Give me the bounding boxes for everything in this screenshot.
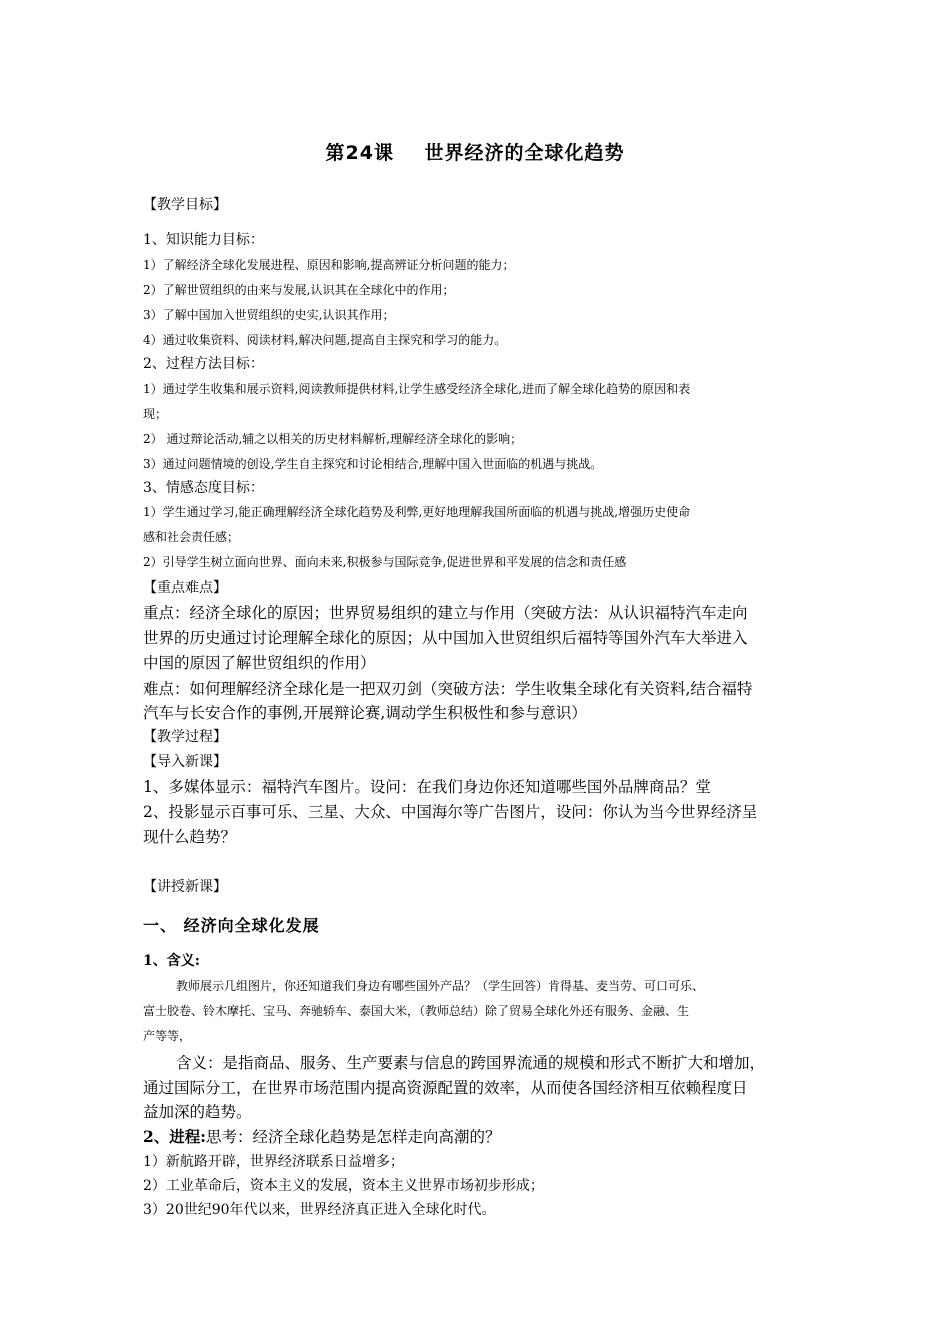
knowledge-item: 3）了解中国加入世贸组织的史实,认识其作用； — [143, 308, 395, 322]
keypoints-line: 汽车与长安合作的事例,开展辩论赛,调动学生积极性和参与意识） — [143, 704, 587, 722]
objectives-heading: 【教学目标】 — [143, 197, 227, 213]
process-item: 现； — [143, 407, 168, 421]
teacher-line: 教师展示几组图片，你还知道我们身边有哪些国外产品？（学生回答）肯得基、麦当劳、可口可乐、 — [176, 979, 705, 993]
keypoints-line: 中国的原因了解世贸组织的作用） — [143, 654, 376, 672]
definition-line: 益加深的趋势。 — [143, 1103, 252, 1121]
keypoints-line: 重点：经济全球化的原因；世界贸易组织的建立与作用（突破方法：从认识福特汽车走向 — [143, 604, 748, 622]
emotion-item: 感和社会责任感； — [143, 530, 240, 544]
knowledge-item: 1）了解经济全球化发展进程、原因和影响,提高辨证分析问题的能力； — [143, 258, 515, 272]
teacher-line: 富士胶卷、铃木摩托、宝马、奔驰轿车、泰国大米，（教师总结）除了贸易全球化外还有服务、金融、生 — [143, 1004, 690, 1018]
knowledge-objective-label: 1、知识能力目标： — [143, 232, 264, 248]
keypoints-heading: 【重点难点】 — [143, 580, 227, 596]
definition-line: 通过国际分工，在世界市场范围内提高资源配置的效率，从而使各国经济相互依赖程度日 — [143, 1079, 748, 1097]
intro-heading: 【导入新课】 — [143, 754, 227, 770]
emotion-objective-label: 3、情感态度目标： — [143, 480, 264, 496]
process-objective-label: 2、过程方法目标： — [143, 356, 264, 372]
intro-line: 1、多媒体显示：福特汽车图片。设问：在我们身边你还知道哪些国外品牌商品？堂 — [143, 778, 711, 796]
knowledge-item: 4）通过收集资料、阅读材料,解决问题,提高自主探究和学习的能力。 — [143, 333, 507, 347]
knowledge-item: 2）了解世贸组织的由来与发展,认识其在全球化中的作用； — [143, 283, 455, 297]
lesson-title: 第24课 世界经济的全球化趋势 — [325, 142, 625, 164]
teach-heading: 【讲授新课】 — [143, 879, 227, 895]
progress-item: 2）工业革命后，资本主义的发展，资本主义世界市场初步形成； — [143, 1178, 544, 1194]
intro-line: 现什么趋势？ — [143, 828, 237, 846]
emotion-item: 2）引导学生树立面向世界、面向未来,积极参与国际竞争,促进世界和平发展的信念和责任感 — [143, 555, 627, 569]
teaching-process-heading: 【教学过程】 — [143, 729, 227, 745]
keypoints-line: 难点：如何理解经济全球化是一把双刃剑（突破方法：学生收集全球化有关资料,结合福特 — [143, 680, 753, 698]
intro-line: 2、投影显示百事可乐、三星、大众、中国海尔等广告图片，设问：你认为当今世界经济呈 — [143, 803, 758, 821]
process-item: 2） 通过辩论活动,辅之以相关的历史材料解析,理解经济全球化的影响； — [143, 432, 523, 446]
progress-line — [143, 1125, 501, 1147]
process-item: 3）通过问题情境的创设,学生自主探究和讨论相结合,理解中国入世面临的机遇与挑战。 — [143, 457, 603, 471]
section-heading: 一、 经济向全球化发展 — [143, 916, 320, 935]
process-item: 1）通过学生收集和展示资料,阅读教师提供材料,让学生感受经济全球化,进而了解全球化趋势的原因和表 — [143, 382, 691, 396]
definition-line: 含义：是指商品、服务、生产要素与信息的跨国界流通的规模和形式不断扩大和增加， — [176, 1054, 766, 1072]
emotion-item: 1）学生通过学习,能正确理解经济全球化趋势及利弊,更好地理解我国所面临的机遇与挑战,增强历史使命 — [143, 505, 691, 519]
keypoints-line: 世界的历史通过讨论理解全球化的原因；从中国加入世贸组织后福特等国外汽车大举进入 — [143, 629, 748, 647]
teacher-line: 产等等， — [143, 1029, 192, 1043]
progress-item: 1）新航路开辟，世界经济联系日益增多； — [143, 1154, 404, 1170]
progress-label: 2、进程: — [143, 1127, 207, 1146]
progress-question: 思考：经济全球化趋势是怎样走向高潮的？ — [206, 1128, 501, 1146]
meaning-label: 1、含义: — [143, 953, 200, 969]
progress-item: 3）20世纪90年代以来，世界经济真正进入全球化时代。 — [143, 1202, 496, 1218]
